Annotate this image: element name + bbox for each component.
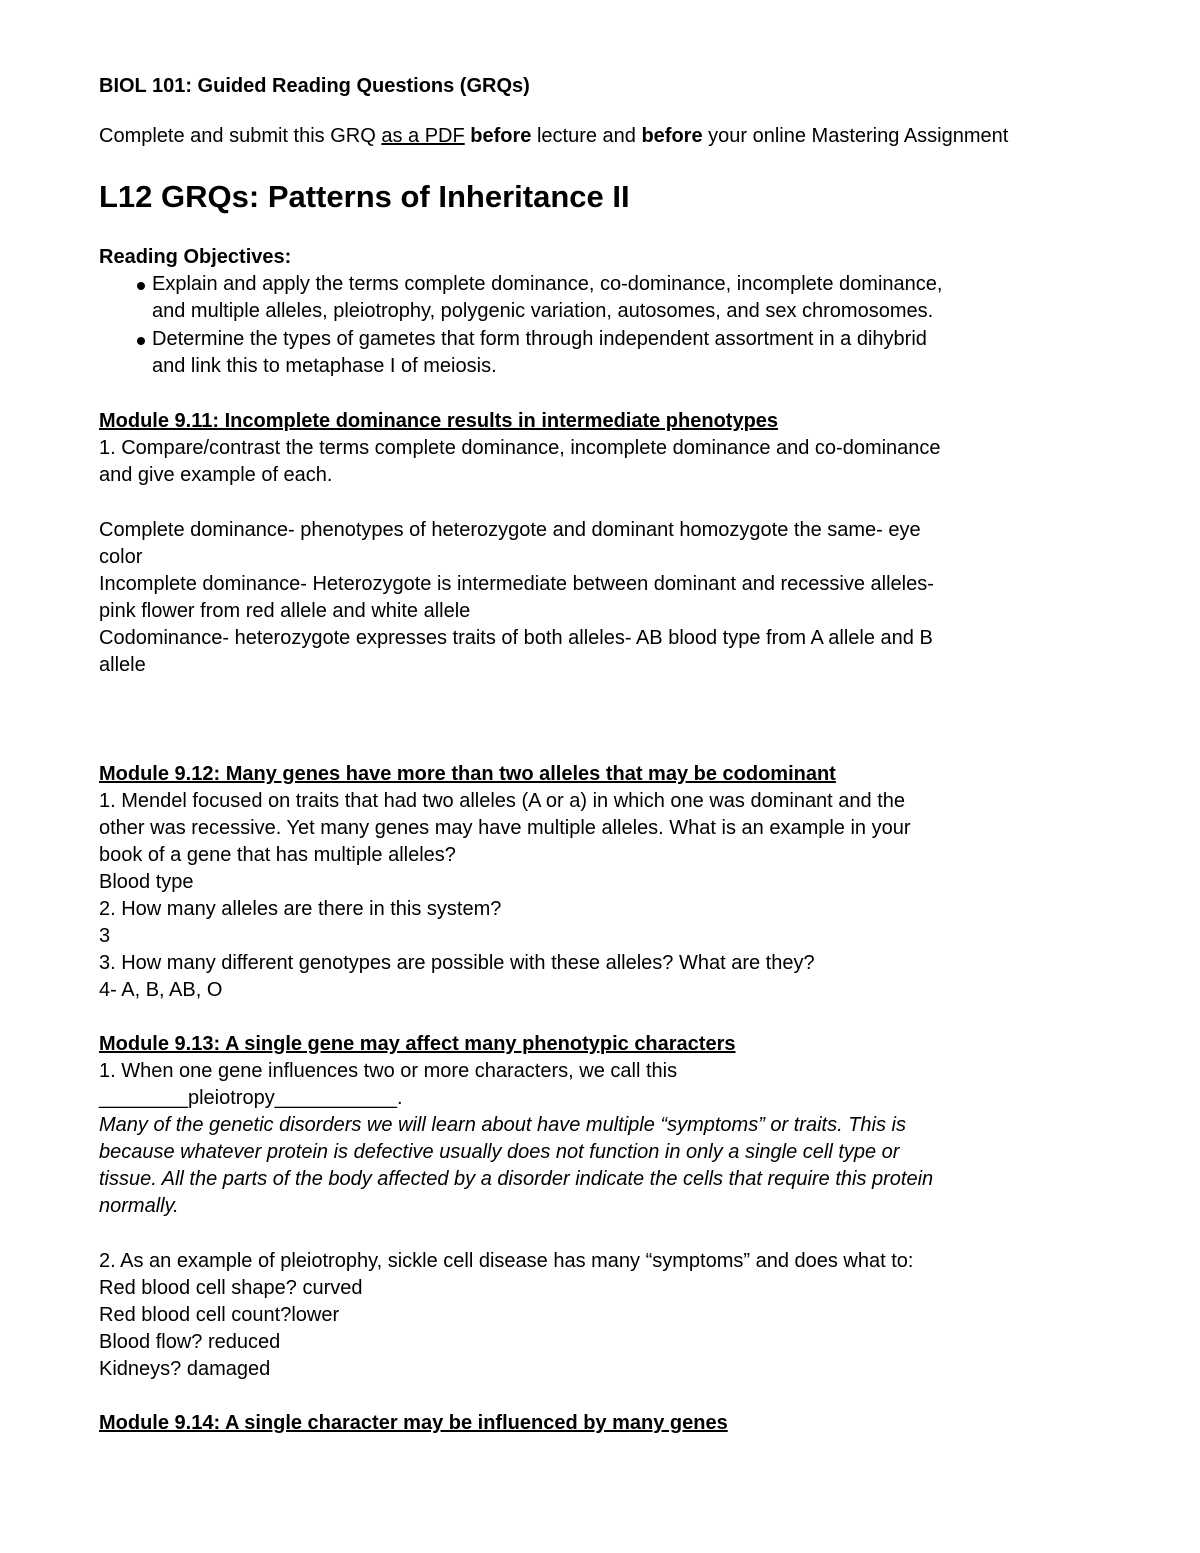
objective-item-2-line1: Determine the types of gametes that form through independent assortment in a dihybrid	[152, 328, 927, 350]
instruction-text: lecture and	[531, 125, 642, 147]
pdf-link[interactable]: as a PDF	[381, 125, 465, 147]
instruction-bold: before	[470, 125, 532, 147]
instruction-bold: before	[641, 125, 703, 147]
module-913-note-line: tissue. All the parts of the body affected by a disorder indicate the cells that require this protein	[99, 1168, 934, 1190]
module-912-line: 1. Mendel focused on traits that had two alleles (A or a) in which one was dominant and the	[99, 790, 906, 812]
module-911-answer-line: pink flower from red allele and white allele	[99, 600, 471, 622]
module-912-heading: Module 9.12: Many genes have more than two alleles that may be codominant	[99, 763, 836, 785]
module-913-answer-line: Red blood cell shape? curved	[99, 1277, 363, 1299]
module-911-heading: Module 9.11: Incomplete dominance results in intermediate phenotypes	[99, 410, 779, 432]
instruction-text: your online Mastering Assignment	[702, 125, 1009, 147]
bullet-icon	[137, 337, 145, 345]
module-911-q1-line2: and give example of each.	[99, 464, 333, 486]
module-913-q2: 2. As an example of pleiotrophy, sickle cell disease has many “symptoms” and does what to:	[99, 1250, 914, 1272]
module-911-answer-line: Complete dominance- phenotypes of heterozygote and dominant homozygote the same- eye	[99, 519, 921, 541]
objective-item-2-line2: and link this to metaphase I of meiosis.	[152, 355, 497, 377]
module-913-answer-line: Blood flow? reduced	[99, 1331, 281, 1353]
module-913-answer-line: Kidneys? damaged	[99, 1358, 271, 1380]
course-line: BIOL 101: Guided Reading Questions (GRQs)	[99, 75, 530, 97]
module-913-q1-blank: ________pleiotropy___________.	[99, 1087, 403, 1109]
module-912-line: other was recessive. Yet many genes may have multiple alleles. What is an example in your	[99, 817, 911, 839]
module-912-line: 3	[99, 925, 111, 947]
module-912-line: 4- A, B, AB, O	[99, 979, 223, 1001]
page-title: L12 GRQs: Patterns of Inheritance II	[99, 179, 630, 214]
module-913-note-line: normally.	[99, 1195, 179, 1217]
module-914-heading: Module 9.14: A single character may be influenced by many genes	[99, 1412, 728, 1434]
module-913-note-line: Many of the genetic disorders we will learn about have multiple “symptoms” or traits. This is	[99, 1114, 906, 1136]
module-913-note-line: because whatever protein is defective usually does not function in only a single cell type or	[99, 1141, 900, 1163]
bullet-icon	[137, 282, 145, 290]
objectives-heading: Reading Objectives:	[99, 246, 292, 268]
module-913-q1-line1: 1. When one gene influences two or more characters, we call this	[99, 1060, 678, 1082]
instruction-text: Complete and submit this GRQ	[99, 125, 382, 147]
module-912-line: book of a gene that has multiple alleles?	[99, 844, 456, 866]
module-911-answer-line: allele	[99, 654, 146, 676]
module-911-answer-line: Codominance- heterozygote expresses traits of both alleles- AB blood type from A allele and B	[99, 627, 933, 649]
objective-item-1-line1: Explain and apply the terms complete dominance, co-dominance, incomplete dominance,	[152, 273, 943, 295]
objective-item-1-line2: and multiple alleles, pleiotrophy, polygenic variation, autosomes, and sex chromosomes.	[152, 300, 934, 322]
module-913-heading: Module 9.13: A single gene may affect many phenotypic characters	[99, 1033, 736, 1055]
instruction-line	[99, 123, 1008, 150]
module-912-line: 3. How many different genotypes are possible with these alleles? What are they?	[99, 952, 815, 974]
module-911-q1-line1: 1. Compare/contrast the terms complete dominance, incomplete dominance and co-dominance	[99, 437, 941, 459]
module-911-answer-line: color	[99, 546, 143, 568]
module-911-answer-line: Incomplete dominance- Heterozygote is intermediate between dominant and recessive alleles-	[99, 573, 934, 595]
module-912-line: Blood type	[99, 871, 194, 893]
module-912-line: 2. How many alleles are there in this system?	[99, 898, 502, 920]
module-913-answer-line: Red blood cell count?lower	[99, 1304, 340, 1326]
